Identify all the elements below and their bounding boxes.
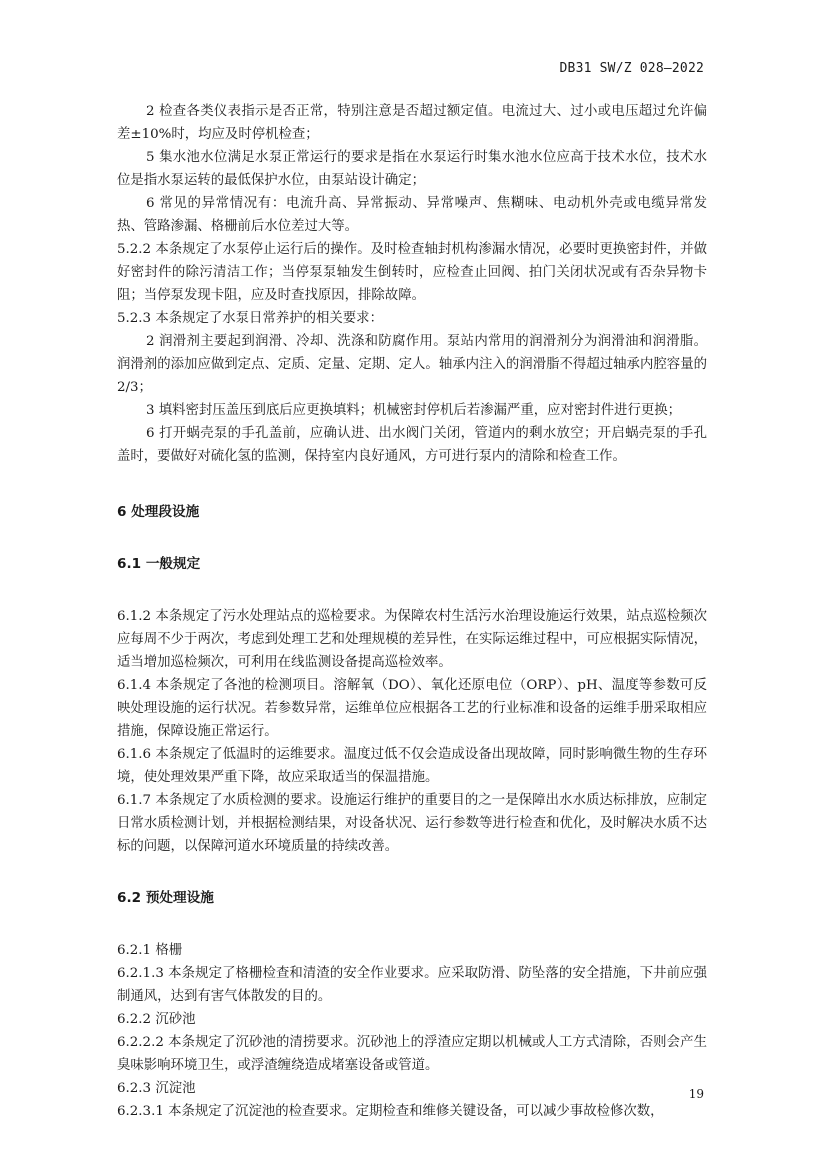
clause-6-2-3: 6.2.3 沉淀池: [117, 1081, 196, 1096]
paragraph: 5 集水池水位满足水泵正常运行的要求是指在水泵运行时集水池水位应高于技术水位，技术水位是指水泵运转的最低保护水位，由泵站设计确定；: [117, 150, 707, 188]
section-heading-6: 6 处理段设施: [117, 504, 200, 520]
paragraph: 6 常见的异常情况有：电流升高、异常振动、异常噪声、焦糊味、电动机外壳或电缆异常发热、管路渗漏、格栅前后水位差过大等。: [117, 196, 707, 234]
clause-6-2-1: 6.2.1 格栅: [117, 943, 183, 958]
paragraph: 3 填料密封压盖压到底后应更换填料；机械密封停机后若渗漏严重，应对密封件进行更换；: [146, 403, 682, 418]
clause-5-2-3: 5.2.3 本条规定了水泵日常养护的相关要求：: [117, 311, 383, 326]
clause-6-1-4: 6.1.4 本条规定了各池的检测项目。溶解氧（DO）、氧化还原电位（ORP）、pH、温度等参数可反映处理设施的运行状况。若参数异常，运维单位应根据各工艺的行业标准和设备的运维手册采取相应措施，保障设施正常运行。: [117, 678, 707, 739]
clause-6-1-7: 6.1.7 本条规定了水质检测的要求。设施运行维护的重要目的之一是保障出水水质达标排放，应制定日常水质检测计划，并根据检测结果，对设备状况、运行参数等进行检查和优化，及时解决水质不达标的问题，以保障河道水环境质量的持续改善。: [117, 793, 707, 854]
clause-6-1-2: 6.1.2 本条规定了污水处理站点的巡检要求。为保障农村生活污水治理设施运行效果，站点巡检频次应每周不少于两次，考虑到处理工艺和处理规模的差异性，在实际运维过程中，可应根据实际情况，适当增加巡检频次，可利用在线监测设备提高巡检效率。: [117, 609, 707, 670]
clause-6-2-2-2: 6.2.2.2 本条规定了沉砂池的清捞要求。沉砂池上的浮渣应定期以机械或人工方式清除，否则会产生臭味影响环境卫生，或浮渣缠绕造成堵塞设备或管道。: [117, 1035, 707, 1073]
clause-5-2-2: 5.2.2 本条规定了水泵停止运行后的操作。及时检查轴封机构渗漏水情况，必要时更换密封件，并做好密封件的除污清洁工作；当停泵泵轴发生倒转时，应检查止回阀、拍门关闭状况或有否杂异物卡阻；当停泵发现卡阻，应及时查找原因，排除故障。: [117, 242, 707, 303]
paragraph: 6 打开蜗壳泵的手孔盖前，应确认进、出水阀门关闭，管道内的剩水放空；开启蜗壳泵的手孔盖时，要做好对硫化氢的监测，保持室内良好通风，方可进行泵内的清除和检查工作。: [117, 426, 707, 464]
document-code: DB31 SW/Z 028—2022: [559, 61, 704, 76]
paragraph: 2 检查各类仪表指示是否正常，特别注意是否超过额定值。电流过大、过小或电压超过允许偏差±10%时，均应及时停机检查；: [117, 104, 707, 142]
clause-6-2-2: 6.2.2 沉砂池: [117, 1012, 196, 1027]
document-body: [117, 100, 707, 1123]
page-number: 19: [688, 1087, 704, 1101]
clause-6-1-6: 6.1.6 本条规定了低温时的运维要求。温度过低不仅会造成设备出现故障，同时影响微生物的生存环境，使处理效果严重下降，故应采取适当的保温措施。: [117, 747, 707, 785]
paragraph: 2 润滑剂主要起到润滑、冷却、洗涤和防腐作用。泵站内常用的润滑剂分为润滑油和润滑脂。润滑剂的添加应做到定点、定质、定量、定期、定人。轴承内注入的润滑脂不得超过轴承内腔容量的2/3；: [117, 334, 707, 395]
section-heading-6-2: 6.2 预处理设施: [117, 890, 214, 906]
section-heading-6-1: 6.1 一般规定: [117, 556, 201, 572]
clause-6-2-3-1: 6.2.3.1 本条规定了沉淀池的检查要求。定期检查和维修关键设备，可以减少事故检修次数，: [117, 1104, 664, 1119]
clause-6-2-1-3: 6.2.1.3 本条规定了格栅检查和清渣的安全作业要求。应采取防滑、防坠落的安全措施，下井前应强制通风，达到有害气体散发的目的。: [117, 966, 707, 1004]
